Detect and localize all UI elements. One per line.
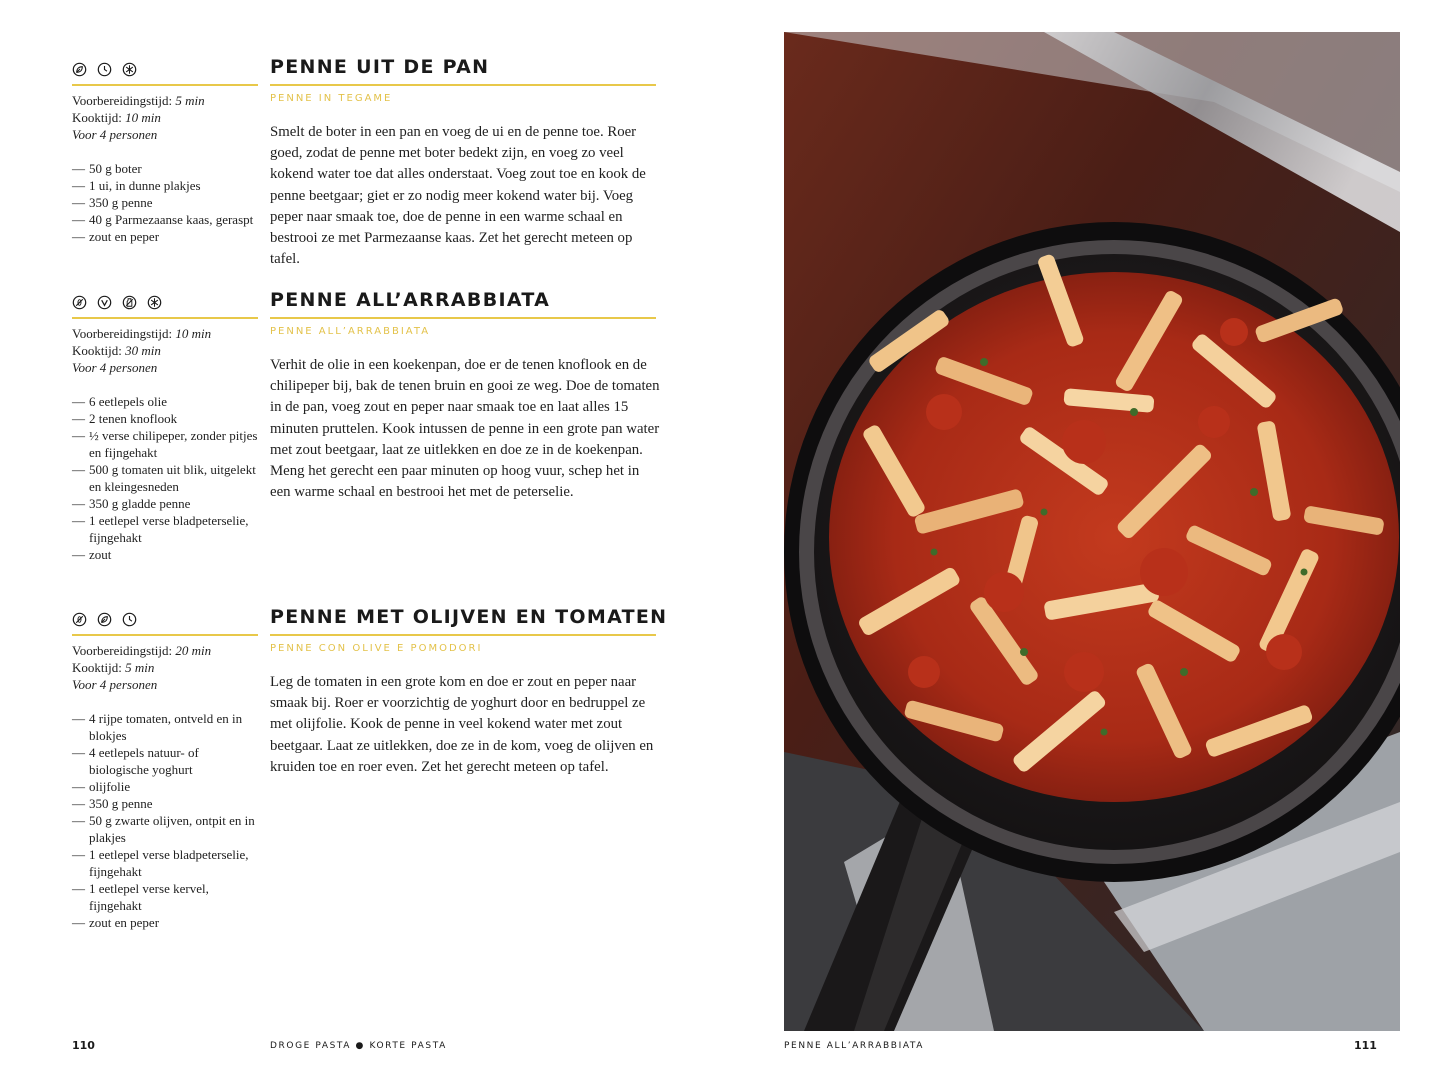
sidebar-divider	[72, 317, 258, 319]
ingredient-item: — 6 eetlepels olie	[72, 393, 262, 410]
prep-value: 20 min	[175, 643, 212, 658]
prep-value: 10 min	[175, 326, 212, 341]
ingredient-item: — 1 ui, in dunne plakjes	[72, 177, 262, 194]
servings	[72, 359, 262, 376]
cook-time	[72, 342, 262, 359]
prep-label: Voorbereidingstijd:	[72, 93, 173, 108]
running-head-left: DROGE PASTA ● KORTE PASTA	[270, 1041, 447, 1051]
page-number-left: 110	[72, 1039, 95, 1052]
cook-time	[72, 659, 262, 676]
no-meat-icon	[147, 295, 162, 310]
cook-value: 10 min	[125, 110, 161, 125]
no-meat-icon	[122, 62, 137, 77]
no-dairy-icon	[122, 295, 137, 310]
recipe-italian-title: PENNE CON OLIVE E POMODORI	[270, 643, 483, 654]
ingredient-item: — 4 rijpe tomaten, ontveld en in blokjes	[72, 710, 262, 744]
recipe-method: Leg de tomaten in een grote kom en doe er zout en peper naar smaak bij. Roer er voorzichtig de yoghurt door en bedruppel ze met olijfolie. Kook de penne in veel kokend water met zout beetgaar. Laat ze uitlekken, doe ze in de kom, voeg de olijven en kruiden toe en roer even. Zet het gerecht meteen op tafel.	[270, 674, 654, 775]
ingredient-item: — 350 g gladde penne	[72, 495, 262, 512]
ingredient-list	[72, 710, 262, 931]
clock-icon	[97, 62, 112, 77]
recipe-title: PENNE ALL’ARRABBIATA	[270, 289, 551, 311]
cook-value: 30 min	[125, 343, 161, 358]
ingredient-item: — 350 g penne	[72, 795, 262, 812]
servings	[72, 676, 262, 693]
clock-icon	[122, 612, 137, 627]
ingredient-list	[72, 160, 262, 245]
servings-text: Voor 4 personen	[72, 677, 158, 692]
recipe-title: PENNE UIT DE PAN	[270, 56, 490, 78]
ingredient-item: — 1 eetlepel verse kervel, fijngehakt	[72, 880, 262, 914]
ingredient-item: — olijfolie	[72, 778, 262, 795]
cook-time	[72, 109, 262, 126]
prep-time	[72, 325, 262, 342]
title-divider	[270, 317, 656, 319]
ingredient-item: — 40 g Parmezaanse kaas, geraspt	[72, 211, 262, 228]
prep-value: 5 min	[175, 93, 205, 108]
recipe-meta	[72, 325, 262, 563]
prep-time	[72, 92, 262, 109]
ingredient-item: — 50 g boter	[72, 160, 262, 177]
ingredient-item: — 500 g tomaten uit blik, uitgelekt en kleingesneden	[72, 461, 262, 495]
ingredient-item: — 350 g penne	[72, 194, 262, 211]
servings	[72, 126, 262, 143]
cook-label: Kooktijd:	[72, 110, 122, 125]
ingredient-item: — zout	[72, 546, 262, 563]
recipe-meta	[72, 92, 262, 245]
servings-text: Voor 4 personen	[72, 360, 158, 375]
title-divider	[270, 634, 656, 636]
recipe-method: Smelt de boter in een pan en voeg de ui en de penne toe. Roer goed, zodat de penne met boter bedekt zijn, en voeg zo veel kokend water toe dat alles onderstaat. Voeg zout toe en kook de penne beetgaar; giet er zo nodig meer kokend water bij. Voeg peper naar smaak toe, doe de penne in een warme schaal en bestrooi ze met Parmezaanse kaas. Zet het gerecht meteen op tafel.	[270, 124, 646, 268]
prep-label: Voorbereidingstijd:	[72, 643, 173, 658]
running-head-right: PENNE ALL’ARRABBIATA	[784, 1041, 925, 1051]
no-gluten-icon	[72, 295, 87, 310]
penne-arrabbiata-photo	[784, 32, 1400, 1031]
no-gluten-icon	[72, 612, 87, 627]
ingredient-item: — 2 tenen knoflook	[72, 410, 262, 427]
vegan-icon	[97, 295, 112, 310]
ingredient-item: — 4 eetlepels natuur- of biologische yoghurt	[72, 744, 262, 778]
ingredient-item: — 1 eetlepel verse bladpeterselie, fijngehakt	[72, 846, 262, 880]
sidebar-divider	[72, 84, 258, 86]
cook-value: 5 min	[125, 660, 155, 675]
ingredient-list	[72, 393, 262, 563]
servings-text: Voor 4 personen	[72, 127, 158, 142]
prep-time	[72, 642, 262, 659]
cook-label: Kooktijd:	[72, 343, 122, 358]
prep-label: Voorbereidingstijd:	[72, 326, 173, 341]
diet-icons	[72, 62, 137, 77]
vegetarian-icon	[72, 62, 87, 77]
diet-icons	[72, 612, 137, 627]
title-divider	[270, 84, 656, 86]
diet-icons	[72, 295, 162, 310]
ingredient-item: — 50 g zwarte olijven, ontpit en in plakjes	[72, 812, 262, 846]
ingredient-item: — 1 eetlepel verse bladpeterselie, fijngehakt	[72, 512, 262, 546]
vegetarian-icon	[97, 612, 112, 627]
ingredient-item: — zout en peper	[72, 228, 262, 245]
ingredient-item: — zout en peper	[72, 914, 262, 931]
recipe-title: PENNE MET OLIJVEN EN TOMATEN	[270, 606, 668, 628]
sidebar-divider	[72, 634, 258, 636]
recipe-meta	[72, 642, 262, 931]
recipe-italian-title: PENNE ALL’ARRABBIATA	[270, 326, 431, 337]
ingredient-item: — ½ verse chilipeper, zonder pitjes en fijngehakt	[72, 427, 262, 461]
page-number-right: 111	[1354, 1039, 1377, 1052]
recipe-italian-title: PENNE IN TEGAME	[270, 93, 393, 104]
pan-illustration	[784, 32, 1400, 1031]
cook-label: Kooktijd:	[72, 660, 122, 675]
recipe-method: Verhit de olie in een koekenpan, doe er de tenen knoflook en de chilipeper bij, bak de tenen bruin en gooi ze weg. Doe de tomaten in de pan, voeg zout en peper naar smaak toe en laat alles 15 minuten pruttelen. Kook intussen de penne in een grote pan water met zout beetgaar, laat ze uitlekken en doe ze in de koekenpan. Meng het gerecht een paar minuten op hoog vuur, schep het in een warme schaal en bestrooi het met de peterselie.	[270, 357, 660, 501]
